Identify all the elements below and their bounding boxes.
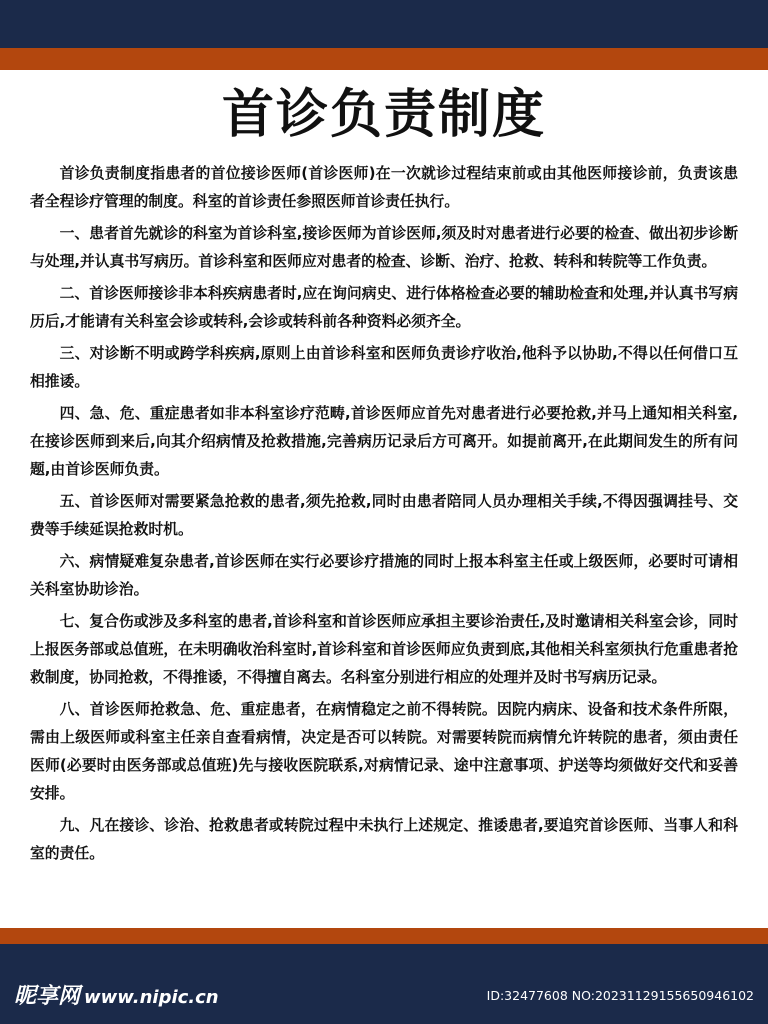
document-title: 首诊负责制度 <box>221 85 546 145</box>
watermark-logo-text: 昵享网 <box>14 984 81 1009</box>
watermark-id: ID:32477608 NO:20231129155650946102 <box>486 988 754 1003</box>
paragraph-1: 一、患者首先就诊的科室为首诊科室,接诊医师为首诊医师,须及时对患者进行必要的检查、做出初步诊断与处理,并认真书写病历。首诊科室和医师应对患者的检查、诊断、治疗、抢救、转科和转院等工作负责。 <box>30 225 738 270</box>
paragraph-9: 九、凡在接诊、诊治、抢救患者或转院过程中未执行上述规定、推诿患者,要追究首诊医师、当事人和科室的责任。 <box>30 817 738 862</box>
paragraph-4: 四、急、危、重症患者如非本科室诊疗范畴,首诊医师应首先对患者进行必要抢救,并马上通知相关科室,在接诊医师到来后,向其介绍病情及抢救措施,完善病历记录后方可离开。如提前离开,在此期间发生的所有问题,由首诊医师负责。 <box>30 405 738 478</box>
paragraph-intro: 首诊负责制度指患者的首位接诊医师(首诊医师)在一次就诊过程结束前或由其他医师接诊前，负责该患者全程诊疗管理的制度。科室的首诊责任参照医师首诊责任执行。 <box>30 165 738 210</box>
bottom-orange-stripe <box>0 928 768 944</box>
top-orange-stripe <box>0 48 768 70</box>
paragraph-7: 七、复合伤或涉及多科室的患者,首诊科室和首诊医师应承担主要诊治责任,及时邀请相关科室会诊，同时上报医务部或总值班，在未明确收治科室时,首诊科室和首诊医师应负责到底,其他相关科室须执行危重患者抢救制度，协同抢救，不得推诿，不得擅自离去。名科室分别进行相应的处理并及时书写病历记录。 <box>30 613 738 686</box>
watermark-site: www.nipic.cn <box>84 987 219 1008</box>
watermark-logo <box>14 982 219 1013</box>
paragraph-3: 三、对诊断不明或跨学科疾病,原则上由首诊科室和医师负责诊疗收治,他科予以协助,不得以任何借口互相推诿。 <box>30 345 738 390</box>
top-navy-band <box>0 0 768 48</box>
paragraph-5: 五、首诊医师对需要紧急抢救的患者,须先抢救,同时由患者陪同人员办理相关手续,不得因强调挂号、交费等手续延误抢救时机。 <box>30 493 738 538</box>
paragraph-6: 六、病情疑难复杂患者,首诊医师在实行必要诊疗措施的同时上报本科室主任或上级医师，必要时可请相关科室协助诊治。 <box>30 553 738 598</box>
paragraph-8: 八、首诊医师抢救急、危、重症患者，在病情稳定之前不得转院。因院内病床、设备和技术条件所限，需由上级医师或科室主任亲自查看病情，决定是否可以转院。对需要转院而病情允许转院的患者，须由责任医师(必要时由医务部或总值班)先与接收医院联系,对病情记录、途中注意事项、护送等均须做好交代和妥善安排。 <box>30 701 738 802</box>
document-body <box>30 160 738 872</box>
paragraph-2: 二、首诊医师接诊非本科疾病患者时,应在询问病史、进行体格检查必要的辅助检查和处理,并认真书写病历后,才能请有关科室会诊或转科,会诊或转科前各种资料必须齐全。 <box>30 285 738 330</box>
